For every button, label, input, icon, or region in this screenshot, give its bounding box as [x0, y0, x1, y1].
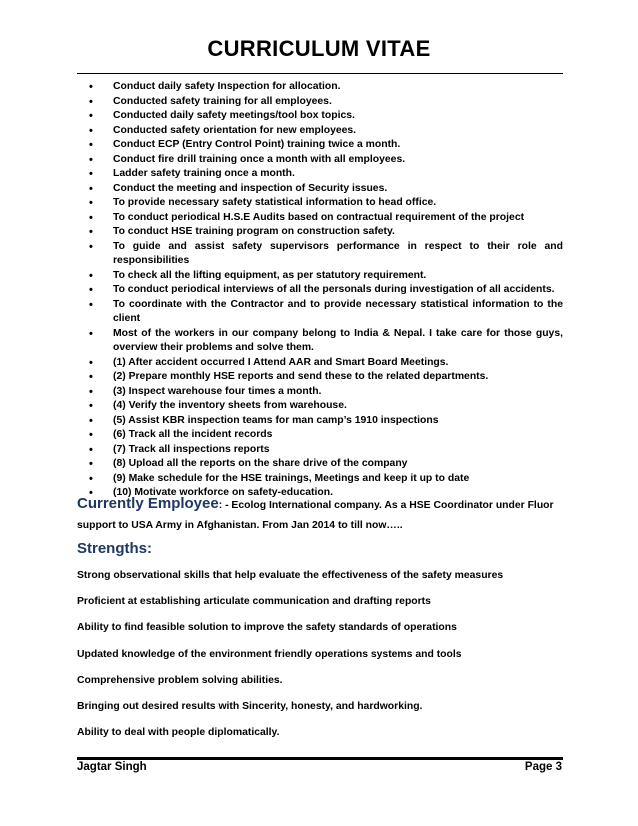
- list-item: • (1) After accident occurred I Attend AAR and Smart Board Meetings.: [77, 356, 563, 371]
- footer-divider: [77, 757, 563, 760]
- strength-item: Comprehensive problem solving abilities.: [77, 674, 283, 686]
- strengths-heading: Strengths:: [77, 540, 152, 557]
- list-item: • To conduct HSE training program on construction safety.: [77, 225, 563, 240]
- current-employee-label: Currently Employee: [77, 495, 219, 512]
- list-item: • To conduct periodical interviews of all the personals during investigation of all accidents.: [77, 283, 563, 298]
- duties-list: [77, 80, 563, 501]
- strengths-list: [77, 570, 563, 753]
- list-item: • (6) Track all the incident records: [77, 428, 563, 443]
- strength-item: Ability to find feasible solution to improve the safety standards of operations: [77, 622, 457, 634]
- list-item: • To guide and assist safety supervisors performance in respect to their role and responsibilities: [77, 240, 563, 269]
- list-item: • Most of the workers in our company belong to India & Nepal. I take care for those guys, overview their problems and solve them.: [77, 327, 563, 356]
- footer-author-name: Jagtar Singh: [77, 761, 147, 773]
- list-item: • (10) Motivate workforce on safety-education.: [77, 486, 563, 501]
- strength-item: Bringing out desired results with Sincerity, honesty, and hardworking.: [77, 700, 423, 712]
- strength-item: Updated knowledge of the environment friendly operations systems and tools: [77, 648, 462, 660]
- current-employee-separator: : -: [218, 500, 229, 511]
- list-item: • Ladder safety training once a month.: [77, 167, 563, 182]
- list-item: • Conducted safety training for all employees.: [77, 95, 563, 110]
- list-item: • Conduct fire drill training once a month with all employees.: [77, 153, 563, 168]
- page-title: CURRICULUM VITAE: [207, 36, 431, 61]
- current-employment: [77, 494, 563, 536]
- list-item: • To coordinate with the Contractor and to provide necessary statistical information to the client: [77, 298, 563, 327]
- list-item: • To conduct periodical H.S.E Audits based on contractual requirement of the project: [77, 211, 563, 226]
- footer-page-number: Page 3: [524, 761, 562, 773]
- strength-item: Strong observational skills that help evaluate the effectiveness of the safety measures: [77, 570, 504, 581]
- strength-item: Proficient at establishing articulate communication and drafting reports: [77, 596, 431, 608]
- list-item: • (5) Assist KBR inspection teams for man camp’s 1910 inspections: [77, 414, 563, 429]
- list-item: • Conduct ECP (Entry Control Point) training twice a month.: [77, 138, 563, 153]
- list-item: • (9) Make schedule for the HSE trainings, Meetings and keep it up to date: [77, 472, 563, 487]
- strength-item: Ability to deal with people diplomatically.: [77, 727, 280, 739]
- list-item: • (7) Track all inspections reports: [77, 443, 563, 458]
- current-employee-text: Ecolog International company. As a HSE Coordinator under Fluor support to USA Army in Afghanistan. From Jan 2014 to till now…..: [77, 500, 554, 531]
- list-item: • (2) Prepare monthly HSE reports and send these to the related departments.: [77, 370, 563, 385]
- list-item: • Conduct the meeting and inspection of Security issues.: [77, 182, 563, 197]
- list-item: • To provide necessary safety statistical information to head office.: [77, 196, 563, 211]
- list-item: • Conduct daily safety Inspection for allocation.: [77, 80, 563, 95]
- list-item: • (3) Inspect warehouse four times a month.: [77, 385, 563, 400]
- list-item: • (4) Verify the inventory sheets from warehouse.: [77, 399, 563, 414]
- title-underline: [77, 73, 563, 74]
- list-item: • Conducted daily safety meetings/tool box topics.: [77, 109, 563, 124]
- list-item: • (8) Upload all the reports on the share drive of the company: [77, 457, 563, 472]
- list-item: • To check all the lifting equipment, as per statutory requirement.: [77, 269, 563, 284]
- list-item: • Conducted safety orientation for new employees.: [77, 124, 563, 139]
